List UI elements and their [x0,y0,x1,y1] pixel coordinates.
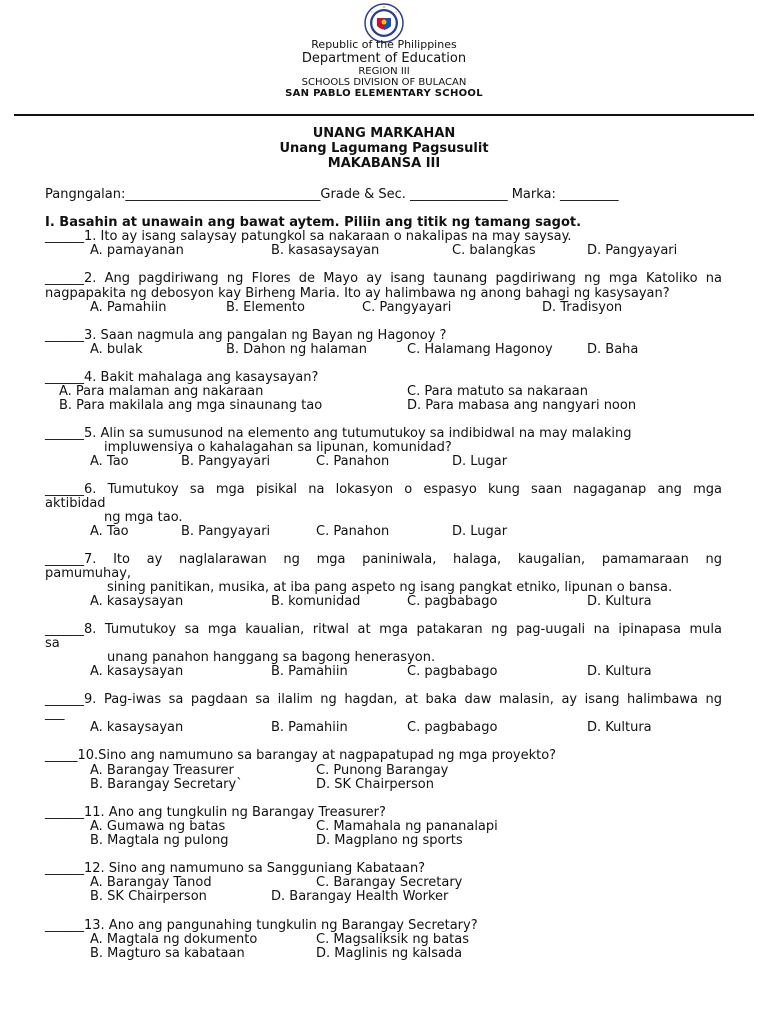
q10-choice-c: C. Punong Barangay [316,763,449,778]
question-9-wrap: ___ [45,706,65,721]
q2-choice-c: C. Pangyayari [362,300,452,315]
q10-choice-d: D. SK Chairperson [316,777,434,792]
q1-choice-d: D. Pangyayari [587,243,678,258]
question-4: ______4. Bakit mahalaga ang kasaysayan? [45,370,319,385]
question-12: ______12. Sino ang namumuno sa Sangguniang Kabataan? [45,861,426,876]
q8-choice-c: C. pagbabago [407,664,498,679]
q4-choice-a: A. Para malaman ang nakaraan [59,384,264,399]
q9-choice-d: D. Kultura [587,720,652,735]
q8-choice-a: A. kasaysayan [90,664,184,679]
q2-choice-d: D. Tradisyon [542,300,623,315]
q1-choice-a: A. pamayanan [90,243,184,258]
question-8-cont: unang panahon hanggang sa bagong henerasyon. [107,650,436,665]
q3-choice-d: D. Baha [587,342,639,357]
q13-choice-a: A. Magtala ng dokumento [90,932,258,947]
q11-choice-c: C. Mamahala ng pananalapi [316,819,498,834]
q12-choice-a: A. Barangay Tanod [90,875,212,890]
student-info-line: Pangngalan:______________________________Grade & Sec. _______________ Marka: _________ [45,187,619,202]
division-name: SCHOOLS DIVISION OF BULACAN [301,77,467,88]
q4-choice-d: D. Para mabasa ang nangyari noon [407,398,637,413]
q6-choice-a: A. Tao [90,524,129,539]
q9-choice-c: C. pagbabago [407,720,498,735]
question-8: ______8. Tumutukoy sa mga kaualian, ritwal at mga patakaran ng pag-uugali na ipinapasa mula [45,622,722,637]
exam-name-title: Unang Lagumang Pagsusulit [279,141,489,156]
q10-choice-b: B. Barangay Secretary` [90,777,243,792]
instructions: I. Basahin at unawain ang bawat aytem. Piliin ang titik ng tamang sagot. [45,215,582,230]
q7-choice-c: C. pagbabago [407,594,498,609]
q2-choice-a: A. Pamahiin [90,300,167,315]
question-6-cont: ng mga tao. [104,510,183,525]
q13-choice-d: D. Maglinis ng kalsada [316,946,463,961]
q6-choice-b: B. Pangyayari [181,524,271,539]
country-name: Republic of the Philippines [311,38,457,51]
q13-choice-c: C. Magsaliksik ng batas [316,932,469,947]
q2-choice-b: B. Elemento [226,300,305,315]
question-13: ______13. Ano ang pangunahing tungkulin ng Barangay Secretary? [45,918,478,933]
school-name: SAN PABLO ELEMENTARY SCHOOL [285,88,483,99]
question-8-wrap: sa [45,636,60,651]
q7-choice-b: B. komunidad [271,594,361,609]
q5-choice-b: B. Pangyayari [181,454,271,469]
question-2-cont: nagpapakita ng debosyon kay Birheng Maria. Ito ay halimbawa ng anong bahagi ng kasysayan? [45,286,670,301]
question-10: _____10.Sino ang namumuno sa barangay at nagpapatupad ng mga proyekto? [45,748,557,763]
q10-choice-a: A. Barangay Treasurer [90,763,234,778]
subject-title: MAKABANSA III [327,156,441,171]
q3-choice-c: C. Halamang Hagonoy [407,342,553,357]
q7-choice-a: A. kasaysayan [90,594,184,609]
q5-choice-d: D. Lugar [452,454,508,469]
q11-choice-b: B. Magtala ng pulong [90,833,229,848]
question-6-wrap: aktibidad [45,496,106,511]
question-7: ______7. Ito ay naglalarawan ng mga paniniwala, halaga, kaugalian, pamamaraan ng [45,552,722,567]
exam-quarter-title: UNANG MARKAHAN [312,126,456,141]
q11-choice-d: D. Magplano ng sports [316,833,463,848]
q8-choice-b: B. Pamahiin [271,664,348,679]
q5-choice-a: A. Tao [90,454,129,469]
question-7-wrap: pamumuhay, [45,566,132,581]
q6-choice-c: C. Panahon [316,524,390,539]
q7-choice-d: D. Kultura [587,594,652,609]
q8-choice-d: D. Kultura [587,664,652,679]
question-2: ______2. Ang pagdiriwang ng Flores de Mayo ay isang taunang pagdiriwang ng mga Katoliko na [45,271,722,286]
question-7-cont: sining panitikan, musika, at iba pang aspeto ng isang pangkat etniko, lipunan o bansa. [107,580,673,595]
q13-choice-b: B. Magturo sa kabataan [90,946,245,961]
question-9: ______9. Pag-iwas sa pagdaan sa ilalim ng hagdan, at baka daw malasin, ay isang halimbawa ng [45,692,722,707]
question-1: ______1. Ito ay isang salaysay patungkol sa nakaraan o nakalipas na may saysay. [45,229,572,244]
q4-choice-c: C. Para matuto sa nakaraan [407,384,589,399]
question-6: ______6. Tumutukoy sa mga pisikal na lokasyon o espasyo kung saan nagaganap ang mga [45,482,722,497]
question-11: ______11. Ano ang tungkulin ng Barangay Treasurer? [45,805,386,820]
q1-choice-b: B. kasasaysayan [271,243,380,258]
deped-seal [364,3,404,43]
question-3: ______3. Saan nagmula ang pangalan ng Bayan ng Hagonoy ? [45,328,447,343]
q9-choice-b: B. Pamahiin [271,720,348,735]
header-divider [14,114,754,116]
q9-choice-a: A. kasaysayan [90,720,184,735]
q3-choice-b: B. Dahon ng halaman [226,342,368,357]
q11-choice-a: A. Gumawa ng batas [90,819,226,834]
q1-choice-c: C. balangkas [452,243,536,258]
question-5-cont: impluwensiya o kahalagahan sa lipunan, komunidad? [104,440,452,455]
q6-choice-d: D. Lugar [452,524,508,539]
q12-choice-d: D. Barangay Health Worker [271,889,449,904]
question-5: ______5. Alin sa sumusunod na elemento ang tutumutukoy sa indibidwal na may malaking [45,426,632,441]
region-name: REGION III [358,66,410,77]
q5-choice-c: C. Panahon [316,454,390,469]
q12-choice-b: B. SK Chairperson [90,889,207,904]
q4-choice-b: B. Para makilala ang mga sinaunang tao [59,398,323,413]
q3-choice-a: A. bulak [90,342,143,357]
department-name: Department of Education [301,51,467,66]
q12-choice-c: C. Barangay Secretary [316,875,463,890]
